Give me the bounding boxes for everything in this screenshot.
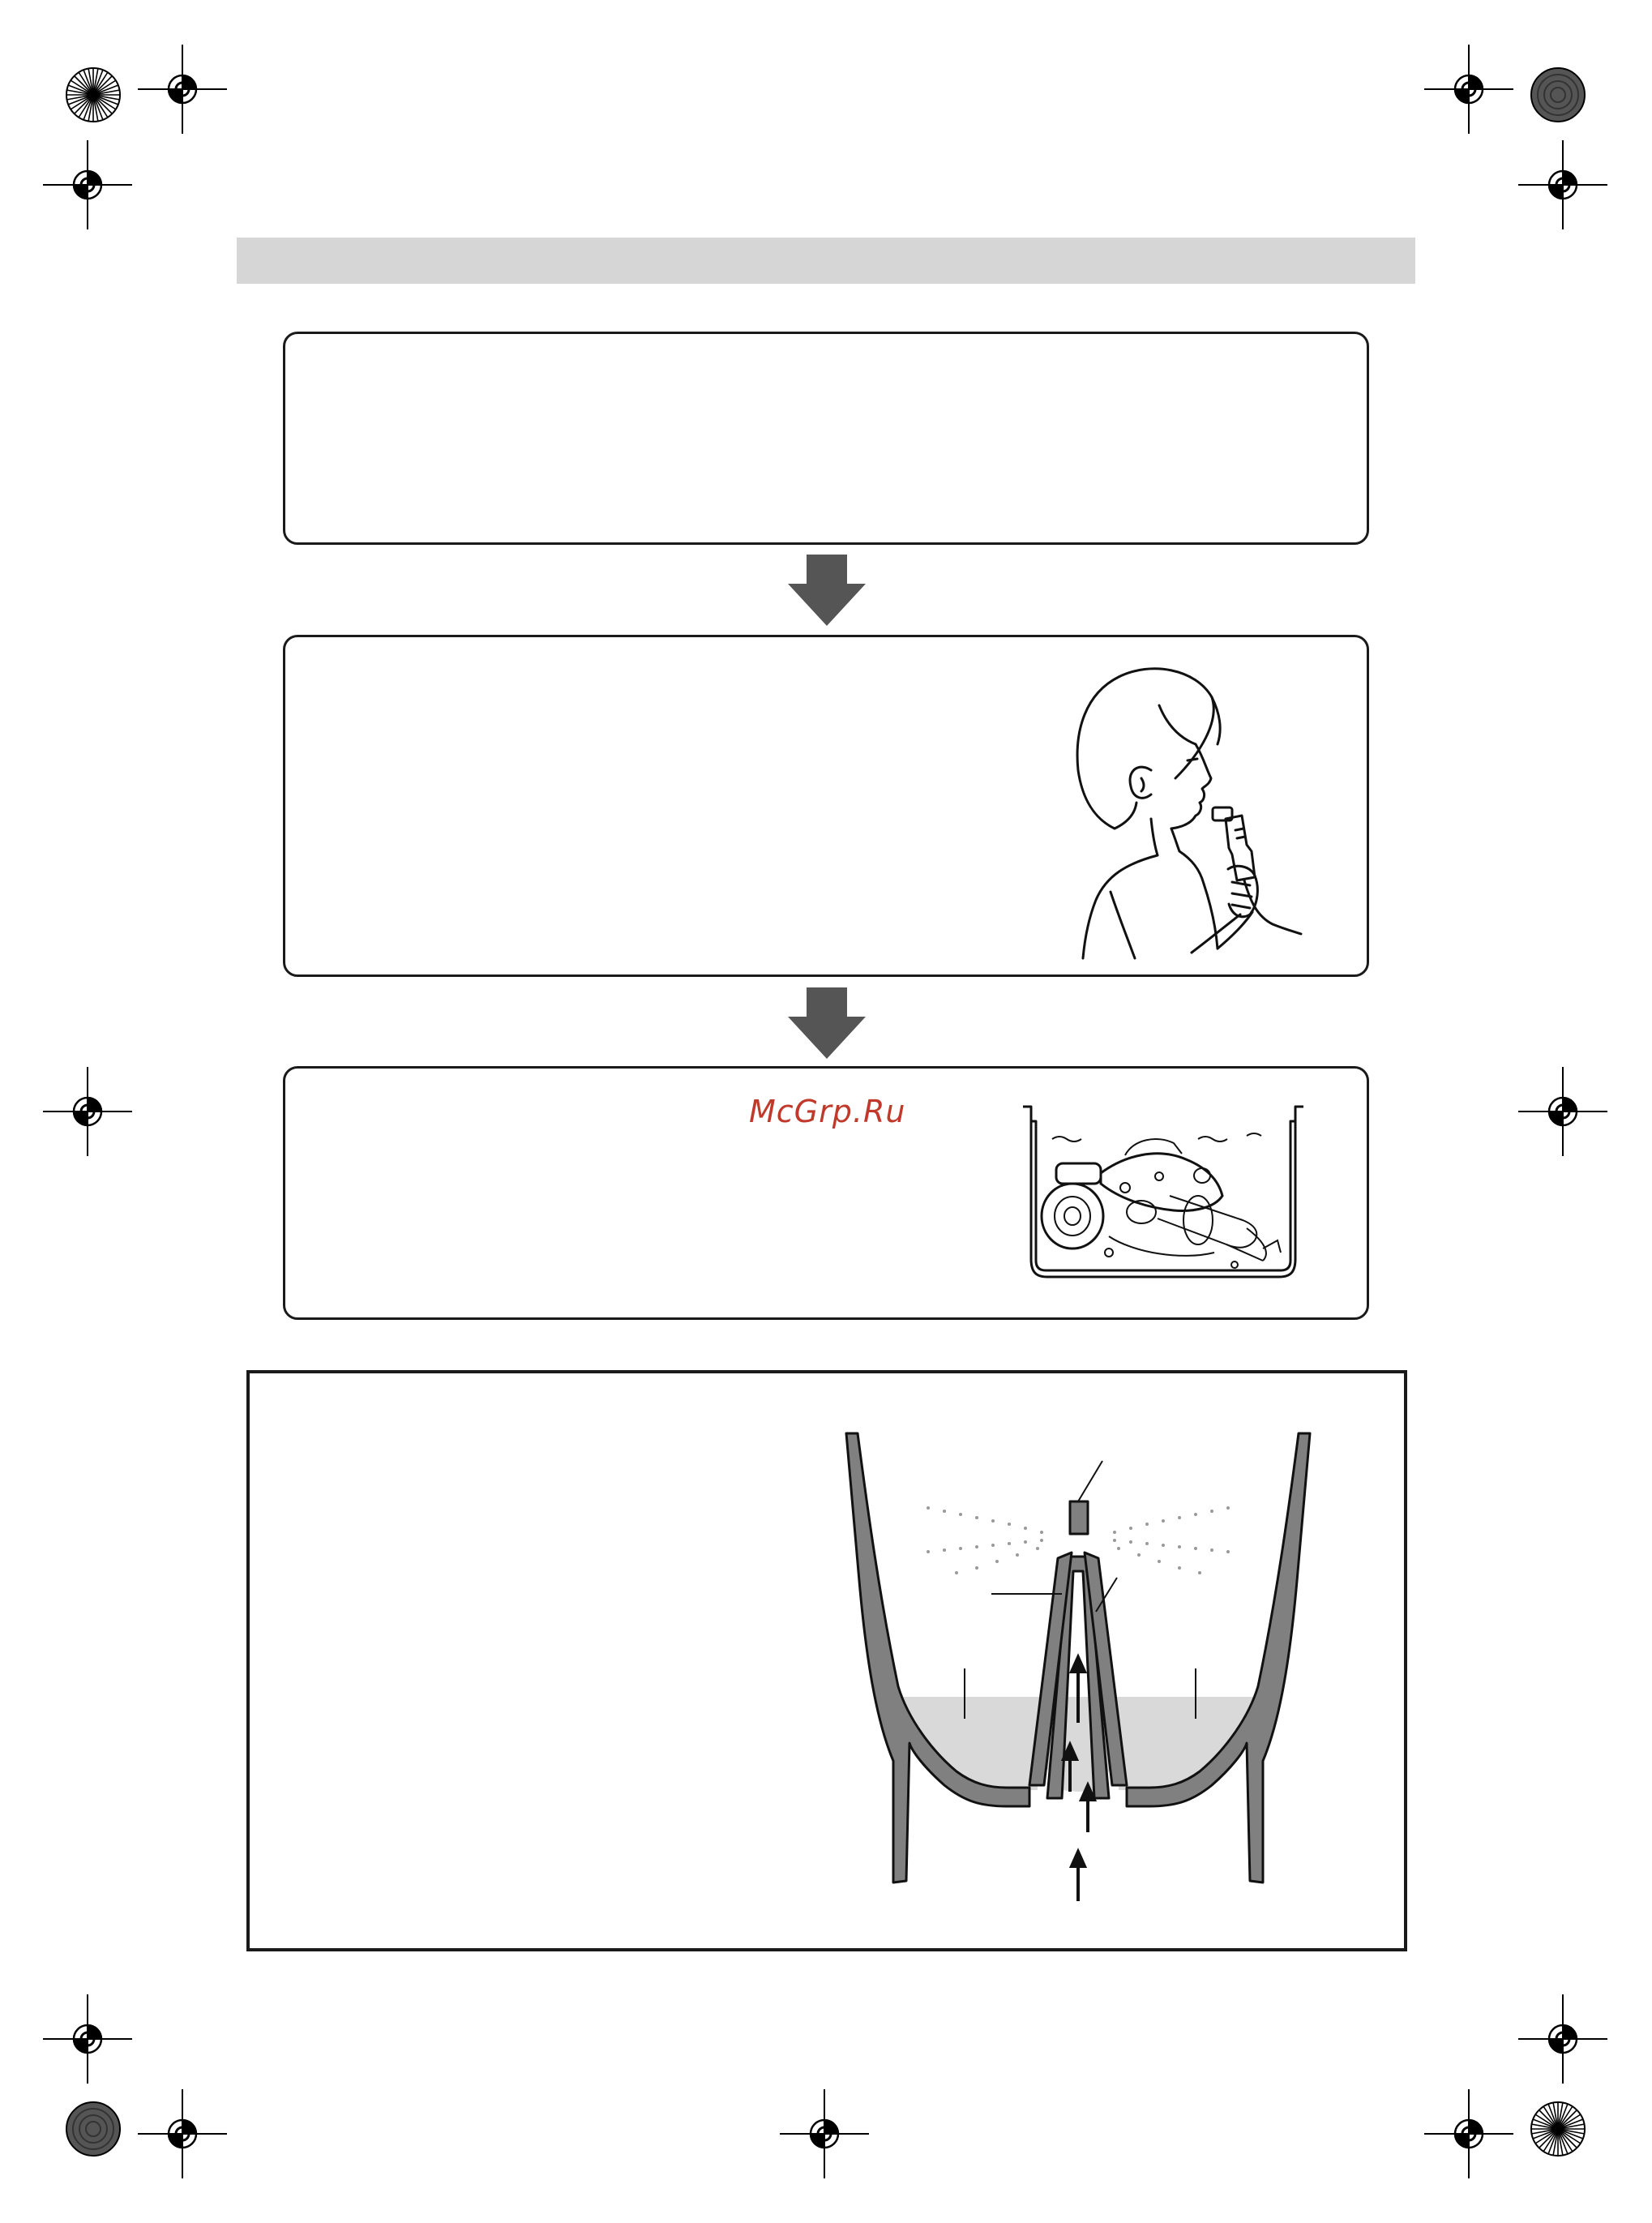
arrow-down-icon bbox=[788, 555, 866, 626]
child-inhaling-nebulizer-illustration bbox=[1038, 657, 1313, 973]
step-1-box bbox=[283, 332, 1369, 545]
section-header-bar bbox=[237, 238, 1415, 284]
parts-soaking-in-water-illustration bbox=[1020, 1099, 1320, 1285]
arrow-down-icon bbox=[788, 987, 866, 1059]
watermark-text: McGrp.Ru bbox=[749, 1094, 906, 1129]
nebulizer-cross-section-diagram bbox=[835, 1411, 1321, 1930]
